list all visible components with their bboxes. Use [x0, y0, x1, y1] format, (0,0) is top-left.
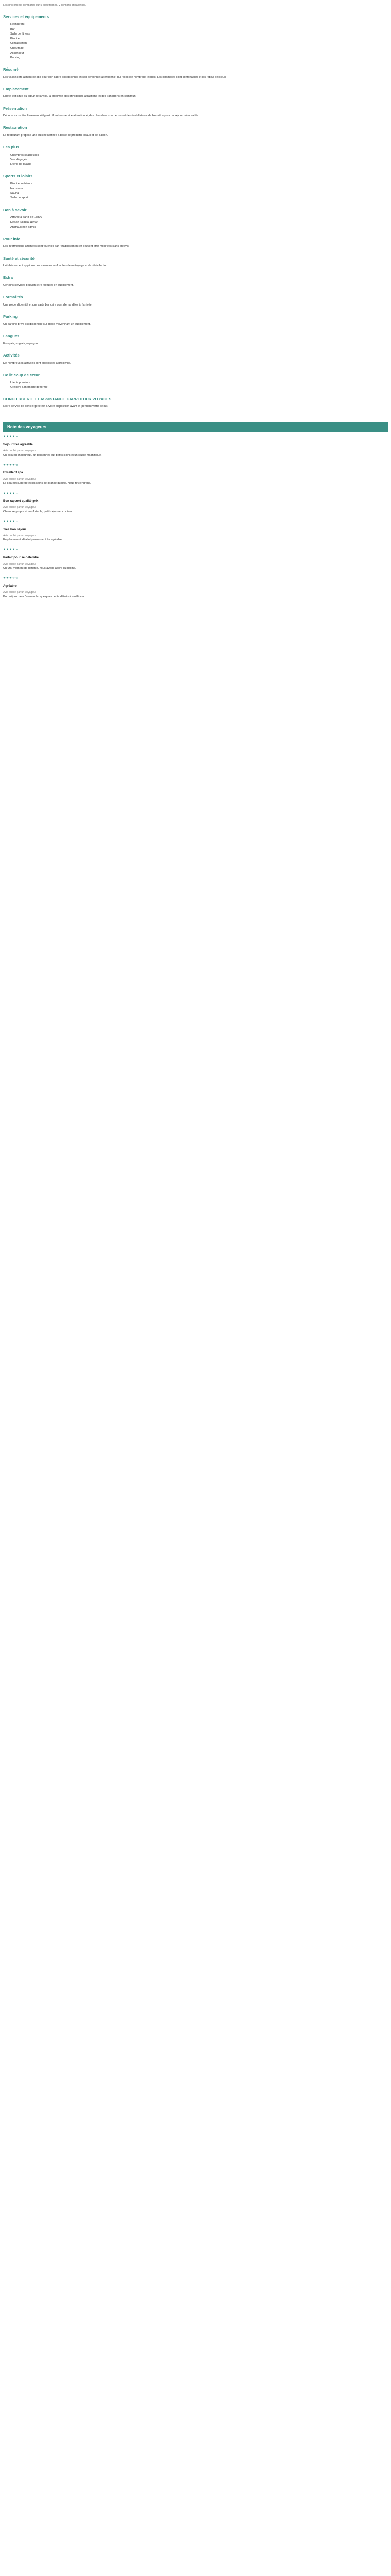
review-meta: Avis publié par un voyageur: [3, 505, 36, 509]
extra-text: Certains services peuvent être facturés en supplément.: [3, 283, 74, 287]
list-item: • Bar: [10, 27, 388, 32]
review-item: [3, 435, 388, 458]
list-item: • Chambres spacieuses: [10, 153, 388, 158]
review-title: Séjour très agréable: [3, 443, 33, 447]
presentation-text: Découvrez un établissement élégant offrant un service attentionné, des chambres spacieuses et des installations de bien-être pour un séjour mémorable.: [3, 114, 199, 118]
list-item: • Arrivée à partir de 15h00: [10, 215, 388, 220]
rating-stars: ★★★★☆: [3, 492, 19, 495]
restauration-title: Restauration: [3, 125, 27, 130]
list-item: • Vue dégagée: [10, 158, 388, 162]
review-text: Le spa est superbe et les soins de grande qualité. Nous reviendrons.: [3, 482, 91, 485]
services-title: Services et équipements: [3, 14, 50, 19]
lang-text: Français, anglais, espagnol.: [3, 342, 39, 346]
review-title: Bon rapport qualité-prix: [3, 499, 39, 503]
list-item: • Animaux non admis: [10, 225, 388, 230]
review-title: Parfait pour se détendre: [3, 556, 39, 560]
park-text: Un parking privé est disponible sur place moyennant un supplément.: [3, 323, 91, 326]
list-item: • Sauna: [10, 191, 388, 196]
extra-title: Extra: [3, 275, 13, 280]
list-item: • Salle de fitness: [10, 32, 388, 37]
coup-title: Ce lit coup de cœur: [3, 372, 40, 377]
presentation-title: Présentation: [3, 106, 27, 111]
list-item: • Literie premium: [10, 381, 388, 385]
review-item: [3, 548, 388, 571]
list-item: • Piscine: [10, 37, 388, 41]
review-title: Excellent spa: [3, 471, 23, 474]
list-item: • Ascenseur: [10, 51, 388, 56]
review-text: Emplacement idéal et personnel très agréable.: [3, 538, 63, 542]
review-meta: Avis publié par un voyageur: [3, 534, 36, 537]
services-list: [3, 22, 388, 60]
pour-text: Les informations affichées sont fournies par l'établissement et peuvent être modifiées sans préavis.: [3, 245, 130, 248]
review-text: Chambre propre et confortable, petit-déjeuner copieux.: [3, 510, 73, 514]
act-text: De nombreuses activités sont proposées à proximité.: [3, 361, 71, 365]
coup-list: [3, 381, 388, 390]
location-text: L'hôtel est situé au cœur de la ville, à proximité des principales attractions et des transports en commun.: [3, 95, 137, 98]
sports-title: Sports et loisirs: [3, 174, 33, 179]
sante-title: Santé et sécurité: [3, 256, 35, 261]
review-meta: Avis publié par un voyageur: [3, 562, 36, 566]
list-item: • Climatisation: [10, 41, 388, 46]
rating-stars: ★★★★★: [3, 435, 19, 438]
list-item: • Chauffage: [10, 46, 388, 51]
list-item: • Salle de sport: [10, 196, 388, 200]
sports-list: [3, 182, 388, 201]
page: [0, 0, 391, 599]
act-title: Activités: [3, 353, 20, 358]
review-text: Bon séjour dans l'ensemble, quelques petits détails à améliorer.: [3, 595, 85, 599]
rating-stars: ★★★★★: [3, 463, 19, 467]
sante-text: L'établissement applique des mesures renforcées de nettoyage et de désinfection.: [3, 264, 108, 268]
list-item: • Parking: [10, 56, 388, 60]
list-item: • Départ jusqu'à 11h00: [10, 220, 388, 225]
form-title: Formalités: [3, 295, 23, 300]
reviews-list: [3, 435, 388, 599]
lang-title: Langues: [3, 333, 20, 338]
bon-list: [3, 215, 388, 230]
rating-stars: ★★★★☆: [3, 520, 19, 523]
review-item: [3, 463, 388, 486]
review-meta: Avis publié par un voyageur: [3, 477, 36, 481]
resume-text: Les vacanciers aiment ce spa pour son cadre exceptionnel et son personnel attentionné, qui reçoit de nombreux éloges. Les chambres sont confortables et les repas délicieux.: [3, 75, 227, 79]
review-meta: Avis publié par un voyageur: [3, 590, 36, 594]
park-title: Parking: [3, 314, 18, 319]
reviews-banner: Note des voyageurs: [3, 422, 388, 432]
review-title: Très bon séjour: [3, 528, 26, 531]
review-text: Un vrai moment de détente, nous avons adoré la piscine.: [3, 567, 76, 570]
list-item: • Oreillers à mémoire de forme: [10, 385, 388, 390]
resume-title: Résumé: [3, 67, 19, 72]
review-title: Agréable: [3, 584, 17, 588]
review-item: [3, 576, 388, 599]
review-text: Un accueil chaleureux, un personnel aux petits soins et un cadre magnifique.: [3, 453, 102, 457]
list-item: • Hammam: [10, 187, 388, 191]
review-meta: Avis publié par un voyageur: [3, 449, 36, 452]
conciergerie-title: CONCIERGERIE ET ASSISTANCE CARREFOUR VOYAGES: [3, 396, 112, 401]
conciergerie-text: Notre service de conciergerie est à votre disposition avant et pendant votre séjour.: [3, 405, 108, 409]
form-text: Une pièce d'identité et une carte bancaire sont demandées à l'arrivée.: [3, 303, 93, 307]
review-item: [3, 492, 388, 515]
rating-stars: ★★★☆☆: [3, 577, 19, 580]
rooms-title: Les plus: [3, 145, 19, 150]
list-item: • Piscine intérieure: [10, 182, 388, 187]
rooms-list: [3, 153, 388, 167]
location-title: Emplacement: [3, 86, 29, 91]
bon-title: Bon à savoir: [3, 207, 27, 212]
restauration-text: Le restaurant propose une cuisine raffinée à base de produits locaux et de saison.: [3, 133, 108, 137]
rating-stars: ★★★★★: [3, 548, 19, 552]
pour-title: Pour info: [3, 236, 21, 241]
list-item: • Literie de qualité: [10, 162, 388, 167]
list-item: • Restaurant: [10, 22, 388, 27]
review-item: [3, 520, 388, 543]
intro-text: Les prix ont été comparés sur 5 plateformes, y compris Tripadvisor.: [3, 4, 86, 7]
